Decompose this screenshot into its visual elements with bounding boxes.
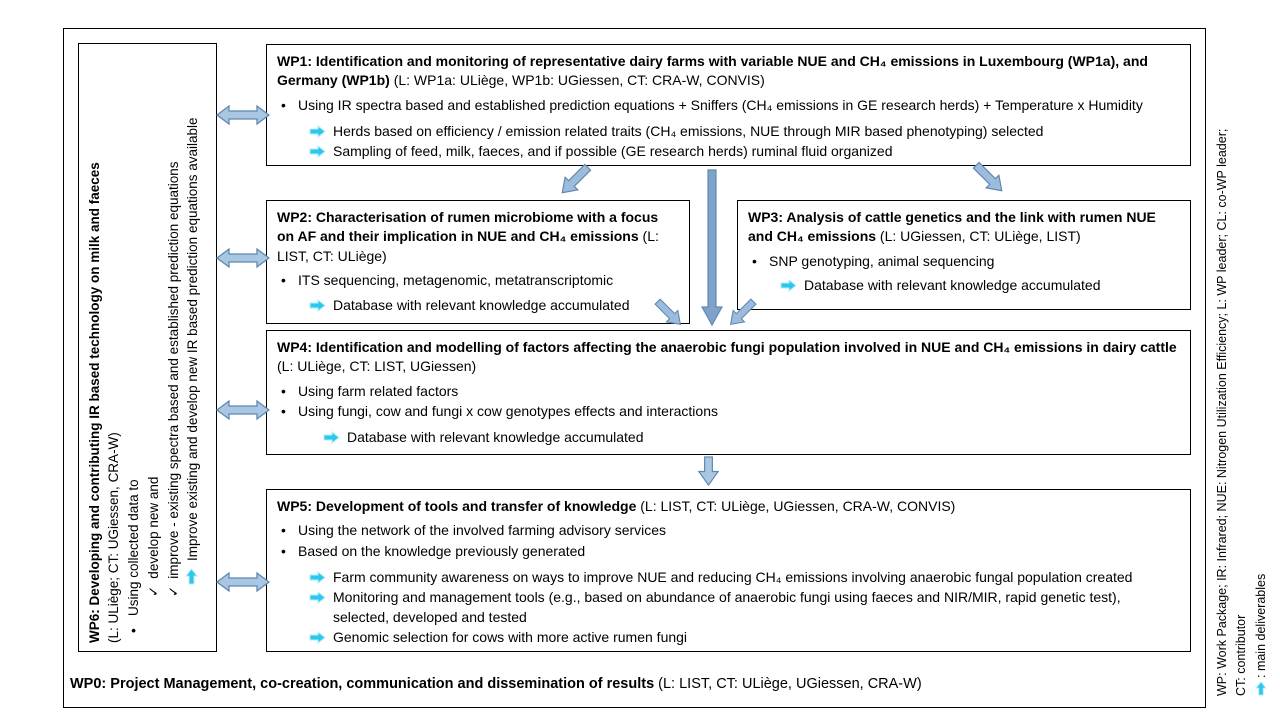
check-icon: ✓ — [146, 585, 162, 597]
wp5-deliverable-text: Farm community awareness on ways to improve NUE and reducing CH₄ emissions involving anaerobic fungal population created — [333, 568, 1133, 585]
deliverable-arrow-icon — [185, 568, 198, 585]
bullet-icon: • — [281, 542, 286, 559]
deliverable-arrow-icon — [1255, 681, 1267, 696]
wp0-title: WP0: Project Management, co-creation, communication and dissemination of results (L: LIST, CT: ULiège, UGiessen, CRA-W) — [70, 676, 922, 692]
wp3-deliverable-text: Database with relevant knowledge accumulated — [804, 276, 1101, 293]
wp1-deliverable-2 — [309, 142, 1180, 161]
double-arrow-wp6-wp5-icon — [216, 571, 270, 593]
wp5-box — [266, 489, 1191, 652]
deliverable-arrow-icon — [323, 431, 340, 444]
wp5-deliverable-3 — [309, 628, 1180, 647]
wp2-bullet — [281, 271, 679, 290]
arrow-wp1-to-wp4-icon — [701, 169, 723, 327]
wp3-deliverable — [780, 276, 1180, 295]
deliverable-arrow-icon — [309, 591, 326, 604]
wp2-title: WP2: Characterisation of rumen microbiome with a focus on AF and their implication in NUE and CH₄ emissions (L: LIST, CT: ULiège) — [277, 209, 659, 264]
deliverable-arrow-icon — [309, 631, 326, 644]
wp1-deliverable-text: Herds based on efficiency / emission related traits (CH₄ emissions, NUE through MIR based phenotyping) selected — [333, 122, 1044, 139]
wp5-deliverable-text: Genomic selection for cows with more active rumen fungi — [333, 628, 688, 645]
bullet-icon: • — [281, 271, 286, 288]
wp3-bullet — [752, 252, 1180, 271]
wp4-deliverable — [323, 428, 1180, 447]
check-icon: ✓ — [165, 585, 181, 597]
wp2-deliverable-text: Database with relevant knowledge accumulated — [333, 297, 630, 314]
wp6-box — [78, 43, 217, 652]
bullet-icon: • — [752, 252, 757, 269]
wp5-bullet-1 — [281, 521, 1180, 540]
deliverable-arrow-icon — [780, 279, 797, 292]
wp5-deliverable-1 — [309, 568, 1180, 587]
wp5-deliverable-text: Monitoring and management tools (e.g., based on abundance of anaerobic fungi using faeces and NIR/MIR, rapid genetic test), selected, developed and tested — [333, 589, 1121, 625]
wp5-bullet-text: Using the network of the involved farming advisory services — [298, 522, 667, 539]
wp6-bullet-text: Using collected data to — [126, 479, 142, 616]
legend-line-1: WP: Work Package; IR: Infrared; NUE: Nitrogen Utilization Efficiency; L: WP leader; CL: co-WP leader; — [1215, 128, 1229, 696]
wp5-bullet-text: Based on the knowledge previously generated — [298, 542, 586, 559]
wp1-title: WP1: Identification and monitoring of representative dairy farms with variable NUE and CH₄ emissions in Luxembourg (WP1a), and Germany (WP1b) (L: WP1a: ULiège, WP1b: UGiessen, CT: CRA-W, CONVIS) — [277, 53, 1148, 89]
wp4-bullet-2 — [281, 402, 1180, 421]
wp2-bullet-text: ITS sequencing, metagenomic, metatranscriptomic — [298, 271, 614, 288]
wp3-title: WP3: Analysis of cattle genetics and the link with rumen NUE and CH₄ emissions (L: UGiessen, CT: ULiège, LIST) — [748, 209, 1156, 245]
wp6-check-1 — [144, 48, 163, 597]
wp6-check-2 — [164, 48, 183, 597]
wp1-deliverable-text: Sampling of feed, milk, faeces, and if possible (GE research herds) ruminal fluid organized — [333, 143, 893, 160]
wp4-box — [266, 330, 1191, 455]
arrow-wp4-to-wp5-icon — [697, 456, 720, 487]
wp6-check-text: develop new and — [146, 476, 162, 579]
legend-content — [1213, 8, 1273, 712]
bullet-icon: • — [281, 522, 286, 539]
double-arrow-wp6-wp4-icon — [216, 399, 270, 421]
legend-line-3 — [1252, 8, 1271, 696]
wp1-bullet-text: Using IR spectra based and established prediction equations + Sniffers (CH₄ emissions in GE research herds) + Temperature x Humidity — [298, 96, 1143, 113]
wp5-title: WP5: Development of tools and transfer of knowledge (L: LIST, CT: ULiège, UGiessen, CRA-W, CONVIS) — [277, 498, 956, 514]
wp6-title: WP6: Developing and contributing IR based technology on milk and faeces — [87, 162, 102, 643]
deliverable-arrow-icon — [309, 125, 326, 138]
wp6-check-text: improve - existing spectra based and established prediction equations — [165, 161, 181, 579]
legend-line-3-text: : main deliverables — [1253, 573, 1268, 678]
wp1-bullet — [281, 96, 1180, 115]
wp6-bullet — [124, 48, 143, 633]
deliverable-arrow-icon — [309, 571, 326, 584]
wp4-bullet-1 — [281, 382, 1180, 401]
wp6-leaders: (L: ULiège; CT: UGiessen, CRA-W) — [106, 432, 122, 643]
wp4-bullet-text: Using fungi, cow and fungi x cow genotypes effects and interactions — [298, 402, 718, 419]
wp6-deliverable — [183, 48, 202, 585]
wp3-box — [737, 200, 1191, 310]
wp4-bullet-text: Using farm related factors — [298, 382, 459, 399]
wp2-box — [266, 200, 690, 324]
bullet-icon: • — [281, 96, 286, 113]
wp6-content — [79, 44, 216, 651]
wp5-deliverable-2 — [309, 588, 1180, 627]
deliverable-arrow-icon — [309, 299, 326, 312]
wp4-deliverable-text: Database with relevant knowledge accumulated — [347, 429, 644, 446]
double-arrow-wp6-wp1-icon — [216, 104, 270, 126]
wp3-bullet-text: SNP genotyping, animal sequencing — [769, 252, 995, 269]
wp2-deliverable — [309, 296, 679, 315]
deliverable-arrow-icon — [309, 145, 326, 158]
wp4-title: WP4: Identification and modelling of factors affecting the anaerobic fungi population involved in NUE and CH₄ emissions in dairy cattle (L: ULiège, CT: LIST, UGiessen) — [277, 339, 1177, 375]
double-arrow-wp6-wp2-icon — [216, 247, 270, 269]
wp6-deliverable-text: Improve existing and develop new IR based prediction equations available — [184, 117, 200, 561]
bullet-icon: • — [281, 402, 286, 419]
bullet-icon: • — [281, 382, 286, 399]
legend — [1213, 8, 1273, 712]
wp5-bullet-2 — [281, 542, 1180, 561]
wp1-deliverable-1 — [309, 122, 1180, 141]
wp1-box — [266, 44, 1191, 166]
bullet-icon: • — [126, 628, 142, 633]
legend-line-2: CT: contributor — [1234, 614, 1249, 696]
